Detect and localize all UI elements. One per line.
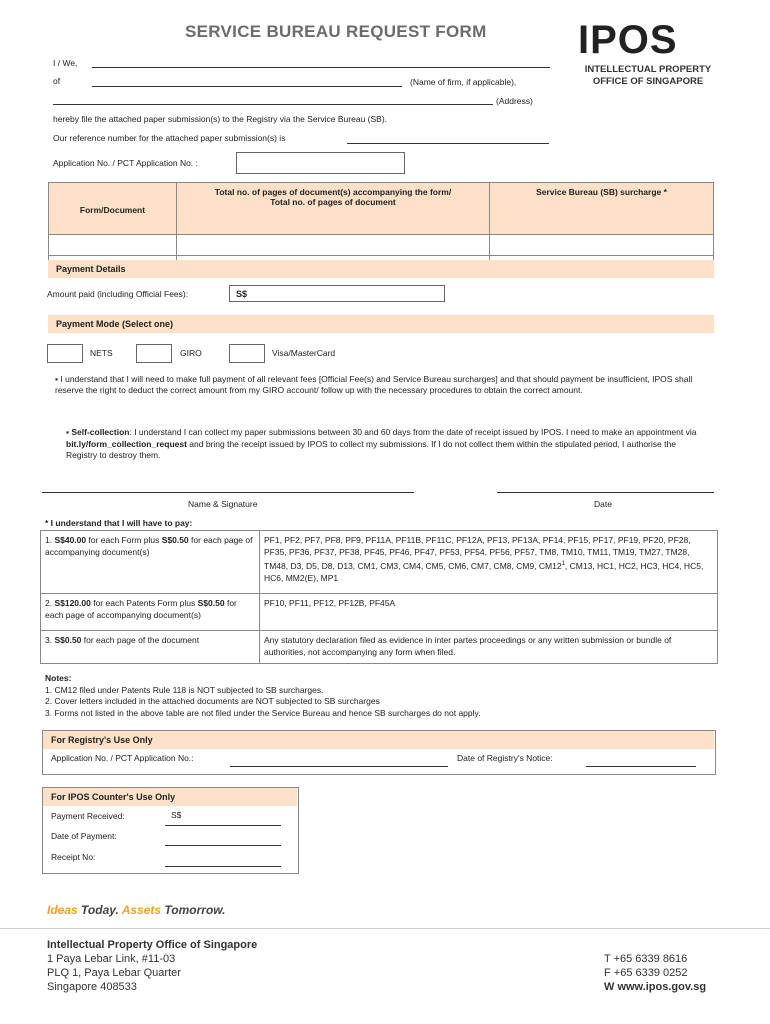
understand-heading: * I understand that I will have to pay: <box>45 518 193 528</box>
bullet-icon: ▪ <box>55 374 61 384</box>
registry-date-field[interactable] <box>586 766 696 767</box>
payment-details-heading: Payment Details <box>48 260 714 278</box>
nets-label: NETS <box>90 348 113 358</box>
note-1: 1. CM12 filed under Patents Rule 118 is NOT subjected to SB surcharges. <box>45 684 324 695</box>
surcharge-table <box>40 530 718 664</box>
receipt-field[interactable] <box>165 866 281 867</box>
logo-word: IPOS <box>578 18 678 62</box>
full-payment-bullet: ▪ I understand that I will need to make full payment of all relevant fees [Official Fee(s) and Service Bureau surcharges] and that should payment be insufficient, IPOS shall reserve the right to deduct the correct amount from my GIRO account/ follow up with the necessary procedures to obtain the correct amount. <box>55 374 693 395</box>
payment-received-label: Payment Received: <box>51 811 125 821</box>
giro-label: GIRO <box>180 348 202 358</box>
payment-mode-heading: Payment Mode (Select one) <box>48 315 714 333</box>
col-total-pages-line2: Total no. of pages of document <box>270 197 396 207</box>
signature-label: Name & Signature <box>188 499 258 509</box>
counter-heading: For IPOS Counter's Use Only <box>43 788 297 806</box>
footer-divider <box>0 928 770 929</box>
date-label: Date <box>594 499 612 509</box>
receipt-label: Receipt No: <box>51 852 96 862</box>
logo-line1: INTELLECTUAL PROPERTY <box>584 64 712 75</box>
registry-appno-field[interactable] <box>230 766 448 767</box>
reference-label: Our reference number for the attached paper submission(s) is <box>53 133 286 143</box>
appno-input[interactable] <box>236 152 405 174</box>
self-collection-bullet: ▪ Self-collection: I understand I can collect my paper submissions between 30 and 60 days from the date of receipt issued by IPOS. I need to make an appointment via bit.ly/form_collection_request and bring the receipt issued by IPOS to collect my submissions. If I do not collect them within the stipulated period, I authorise the Registry to destroy them. <box>66 427 697 460</box>
signature-field[interactable] <box>42 492 414 493</box>
firm-field[interactable] <box>92 86 402 87</box>
footer-web[interactable]: W www.ipos.gov.sg <box>604 981 707 993</box>
footer-address: Intellectual Property Office of Singapore 1 Paya Lebar Link, #11-03 PLQ 1, Paya Lebar Quarter Singapore 408533 <box>47 939 258 993</box>
amount-input[interactable]: S$ <box>229 285 445 302</box>
iwe-label: I / We, <box>53 58 78 68</box>
date-of-payment-label: Date of Payment: <box>51 831 117 841</box>
firm-hint: (Name of firm, if applicable), <box>410 77 517 87</box>
footer-org: Intellectual Property Office of Singapore <box>47 939 258 951</box>
name-field[interactable] <box>92 67 550 68</box>
note-3: 3. Forms not listed in the above table are not filed under the Service Bureau and hence SB surcharges do not apply. <box>45 707 481 718</box>
amount-label: Amount paid (including Official Fees): <box>47 289 189 299</box>
tagline: Ideas Today. Assets Tomorrow. <box>47 903 226 917</box>
nets-checkbox[interactable] <box>47 344 83 363</box>
date-of-payment-field[interactable] <box>165 845 281 846</box>
col-total-pages-line1: Total no. of pages of document(s) accompanying the form/ <box>214 187 452 197</box>
registry-appno-label: Application No. / PCT Application No.: <box>51 753 194 763</box>
table-row <box>49 235 714 256</box>
registry-date-label: Date of Registry's Notice: <box>457 753 553 763</box>
table-row: 3. S$0.50 for each page of the document Any statutory declaration filed as evidence in inter partes proceedings or any written submission or bundle of authorities, not accompanying any form when filed. <box>41 631 718 664</box>
reference-field[interactable] <box>347 143 549 144</box>
ipos-logo <box>578 20 718 88</box>
notes-section <box>45 673 481 719</box>
collection-link[interactable]: bit.ly/form_collection_request <box>66 438 187 449</box>
table-row: 1. S$40.00 for each Form plus S$0.50 for each page of accompanying document(s) PF1, PF2, PF7, PF8, PF9, PF11A, PF11B, PF11C, PF12A, PF13, PF13A, PF14, PF15, PF17, PF19, PF20, PF28, PF35, PF36, PF37, PF38, PF45, PF46, PF47, PF53, PF54, PF56, PF57, TM8, TM10, TM11, TM19, TM27, TM28, TM48, D3, D5, D8, D13, CM1, CM3, CM4, CM5, CM6, CM7, CM8, CM9, $CM12^1$, CM13, HC1, HC2, HC3, HC4, HC5, HC6, MM2(E), MP1 <box>41 531 718 594</box>
note-2: 2. Cover letters included in the attached documents are NOT subjected to SB surcharges <box>45 696 380 706</box>
col-form-document: Form/Document <box>49 183 177 235</box>
logo-line2: OFFICE OF SINGAPORE <box>592 76 704 87</box>
registry-heading: For Registry's Use Only <box>43 731 714 749</box>
appno-label: Application No. / PCT Application No. : <box>53 158 198 168</box>
payment-received-field[interactable] <box>165 825 281 826</box>
giro-checkbox[interactable] <box>136 344 172 363</box>
hereby-text: hereby file the attached paper submission(s) to the Registry via the Service Bureau (SB). <box>53 114 388 124</box>
footer-contact <box>604 952 706 994</box>
of-label: of <box>53 76 61 86</box>
footer-phone: T +65 6339 8616 <box>604 953 688 965</box>
counter-currency: S$ <box>171 810 182 820</box>
table-row: 2. S$120.00 for each Patents Form plus S$0.50 for each page of accompanying document(s) PF10, PF11, PF12, PF12B, PF45A <box>41 594 718 631</box>
col-total-pages <box>177 183 490 235</box>
visa-checkbox[interactable] <box>229 344 265 363</box>
bullet-icon: ▪ <box>66 427 72 437</box>
visa-label: Visa/MasterCard <box>272 348 336 358</box>
address-field[interactable] <box>53 104 493 105</box>
date-field[interactable] <box>497 492 714 493</box>
page-title: SERVICE BUREAU REQUEST FORM <box>185 22 487 41</box>
footer-fax: F +65 6339 0252 <box>604 967 688 979</box>
notes-heading: Notes: <box>45 673 72 683</box>
col-sb-surcharge: Service Bureau (SB) surcharge * <box>490 183 714 235</box>
address-hint: (Address) <box>496 96 533 106</box>
